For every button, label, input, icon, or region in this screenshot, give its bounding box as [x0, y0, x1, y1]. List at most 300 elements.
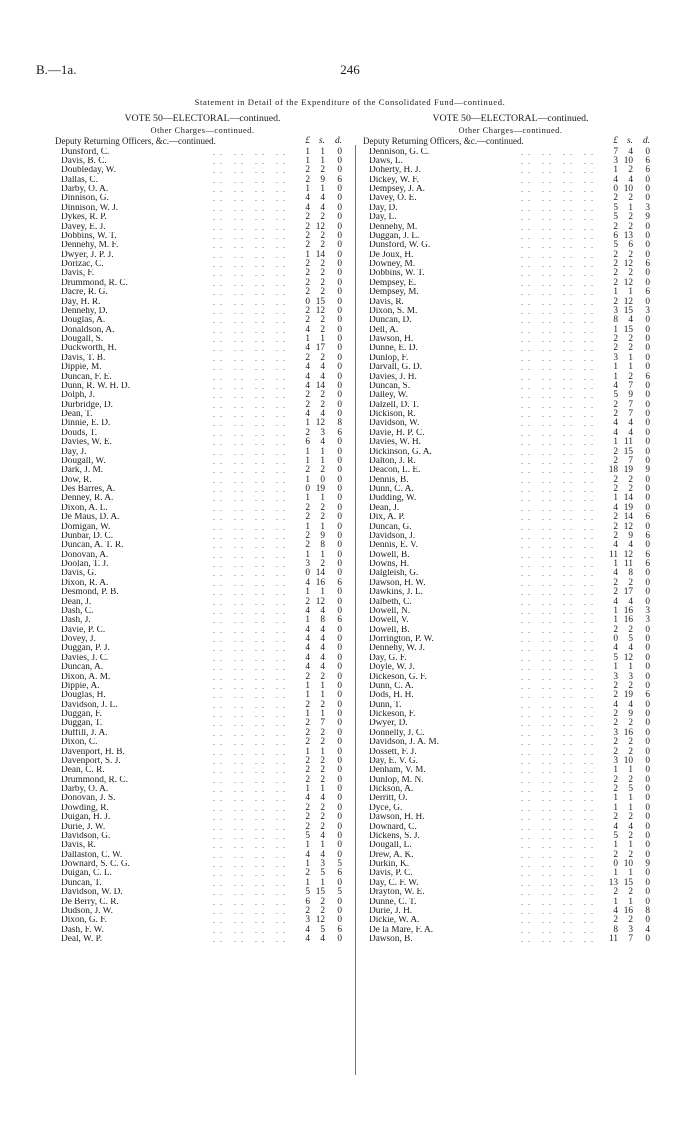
- officer-name: Duncan, S.: [369, 381, 411, 391]
- leader-dots: .. .. .. ..: [521, 269, 598, 279]
- pounds-value: 1: [305, 146, 310, 157]
- pence-value: 0: [645, 455, 650, 466]
- pounds-value: 4: [305, 193, 310, 204]
- officer-name: Deacon, L. E.: [369, 466, 421, 476]
- officer-name: Duggan, F.: [61, 710, 102, 720]
- leader-dots: .. .. .. ..: [521, 635, 598, 645]
- pence-value: 0: [337, 202, 342, 213]
- leader-dots: .. .. .. ..: [521, 288, 598, 298]
- officer-name: Derritt, O.: [369, 794, 408, 804]
- officer-name: Downs, H.: [369, 560, 410, 570]
- shillings-value: 1: [320, 709, 325, 720]
- shillings-value: 2: [320, 727, 325, 738]
- officer-name: Dennehy, M.: [369, 222, 418, 232]
- pounds-value: 1: [613, 615, 618, 626]
- leader-dots: .. .. .. ..: [521, 803, 598, 813]
- pounds-value: 1: [305, 746, 310, 757]
- shillings-value: 2: [320, 230, 325, 241]
- leader-dots: .. .. .. ..: [521, 935, 598, 945]
- pounds-value: 2: [613, 774, 618, 785]
- leader-dots: .. .. .. ..: [521, 869, 598, 879]
- officer-name: Dean, J.: [61, 597, 92, 607]
- officer-name: Dawson, H.: [369, 335, 414, 345]
- shillings-value: 2: [320, 821, 325, 832]
- pence-value: 0: [645, 240, 650, 251]
- officer-name: Dallaston, C. W.: [61, 850, 123, 860]
- pounds-value: 1: [305, 877, 310, 888]
- pounds-value: 1: [613, 605, 618, 616]
- leader-dots: .. .. .. ..: [213, 156, 290, 166]
- officer-name: Dixon, S. M.: [369, 306, 418, 316]
- pence-value: 6: [645, 259, 650, 270]
- pence-value: 0: [645, 849, 650, 860]
- leader-dots: .. .. .. ..: [521, 672, 598, 682]
- pence-value: 0: [337, 287, 342, 298]
- pence-value: 0: [337, 793, 342, 804]
- shillings-value: 4: [320, 849, 325, 860]
- pounds-value: 1: [613, 765, 618, 776]
- pounds-value: 2: [305, 727, 310, 738]
- pounds-value: 4: [305, 924, 310, 935]
- pounds-value: 2: [613, 849, 618, 860]
- pounds-value: 3: [305, 559, 310, 570]
- officer-name: Davey, O. E.: [369, 194, 417, 204]
- pounds-value: 3: [613, 671, 618, 682]
- officer-name: Duigan, H. J.: [61, 813, 111, 823]
- shillings-value: 2: [320, 896, 325, 907]
- officer-name: Day, G. F.: [369, 653, 407, 663]
- officer-name: Day, J.: [61, 447, 87, 457]
- table-row: [363, 935, 658, 944]
- pence-value: 0: [337, 830, 342, 841]
- pence-value: 0: [337, 624, 342, 635]
- pounds-value: 2: [613, 334, 618, 345]
- officer-name: Dalbeth, C.: [369, 597, 412, 607]
- page-number: 246: [340, 62, 360, 77]
- shillings-value: 4: [628, 418, 633, 429]
- shillings-value: 2: [628, 212, 633, 223]
- officer-name: Doubleday, W.: [61, 166, 116, 176]
- shillings-value: 2: [628, 268, 633, 279]
- pence-value: 0: [337, 399, 342, 410]
- pence-value: 6: [645, 530, 650, 541]
- pounds-label: £: [305, 136, 310, 146]
- pence-value: 0: [337, 812, 342, 823]
- officer-name: Dalton, J. R.: [369, 456, 416, 466]
- officer-name: Dean, T.: [61, 410, 93, 420]
- leader-dots: .. .. .. ..: [521, 616, 598, 626]
- pence-value: 0: [337, 680, 342, 691]
- officer-name: Dow, R.: [61, 475, 92, 485]
- officer-name: Day, L.: [369, 213, 397, 223]
- shillings-value: 2: [320, 352, 325, 363]
- pounds-value: 2: [613, 624, 618, 635]
- leader-dots: .. .. .. ..: [521, 222, 598, 232]
- officer-name: Darby, O. A.: [61, 785, 109, 795]
- leader-dots: .. .. .. ..: [213, 438, 290, 448]
- pence-value: 6: [337, 615, 342, 626]
- pence-value: 0: [645, 418, 650, 429]
- officer-name: Dickens, S. J.: [369, 831, 420, 841]
- pounds-value: 2: [305, 240, 310, 251]
- shillings-value: 2: [320, 812, 325, 823]
- officer-name: De Berry, C. R.: [61, 897, 119, 907]
- shillings-value: 10: [623, 859, 633, 870]
- officer-name: Dash, F. W.: [61, 925, 104, 935]
- leader-dots: .. .. .. ..: [521, 372, 598, 382]
- shillings-value: 4: [320, 437, 325, 448]
- leader-dots: .. .. .. ..: [521, 550, 598, 560]
- shillings-value: 2: [628, 812, 633, 823]
- pounds-value: 1: [613, 793, 618, 804]
- pence-value: 0: [337, 549, 342, 560]
- shillings-value: 12: [315, 221, 325, 232]
- shillings-value: 9: [628, 709, 633, 720]
- pounds-value: 2: [613, 343, 618, 354]
- officer-name: Dunbar, D. C.: [61, 531, 114, 541]
- officer-name: Dickinson, G. A.: [369, 447, 432, 457]
- shillings-value: 1: [320, 146, 325, 157]
- officer-name: Dean, C. R.: [61, 766, 105, 776]
- pence-value: 3: [645, 615, 650, 626]
- officer-name: Davidson, J. A. M.: [369, 738, 439, 748]
- officer-name: Dinnison, G.: [61, 194, 109, 204]
- pence-value: 0: [645, 484, 650, 495]
- officer-name: Davidson, J. L.: [61, 700, 118, 710]
- leader-dots: .. .. .. ..: [521, 278, 598, 288]
- leader-dots: .. .. .. ..: [521, 419, 598, 429]
- leader-dots: .. .. .. ..: [213, 447, 290, 457]
- pence-value: 5: [337, 859, 342, 870]
- pounds-value: 1: [613, 165, 618, 176]
- officer-name: Dixon, A. M.: [61, 672, 111, 682]
- shillings-value: 2: [628, 193, 633, 204]
- pence-value: 0: [337, 634, 342, 645]
- leader-dots: .. .. .. ..: [521, 400, 598, 410]
- pence-value: 0: [645, 709, 650, 720]
- officer-name: Dunne, E. D.: [369, 344, 418, 354]
- officer-name: Dougall, L.: [369, 841, 412, 851]
- pence-value: 0: [337, 502, 342, 513]
- pounds-value: 2: [305, 540, 310, 551]
- shillings-value: 2: [628, 887, 633, 898]
- leader-dots: .. .. .. ..: [521, 653, 598, 663]
- shillings-value: 17: [623, 587, 633, 598]
- leader-dots: .. .. .. ..: [213, 419, 290, 429]
- shillings-value: 14: [315, 568, 325, 579]
- leader-dots: .. .. .. ..: [213, 888, 290, 898]
- officer-name: Dickey, W. F.: [369, 175, 420, 185]
- leader-dots: .. .. .. ..: [213, 475, 290, 485]
- pence-value: 0: [337, 568, 342, 579]
- leader-dots: .. .. .. ..: [213, 606, 290, 616]
- shillings-value: 2: [628, 334, 633, 345]
- officer-name: Dougall, W.: [61, 456, 106, 466]
- shillings-value: 2: [320, 259, 325, 270]
- pounds-value: 1: [305, 474, 310, 485]
- leader-dots: .. .. .. ..: [213, 185, 290, 195]
- shillings-value: 1: [320, 455, 325, 466]
- pence-value: 0: [645, 634, 650, 645]
- pence-value: 0: [337, 559, 342, 570]
- shillings-value: 2: [320, 165, 325, 176]
- leader-dots: .. .. .. ..: [521, 925, 598, 935]
- shillings-value: 12: [623, 259, 633, 270]
- officer-name: Domigan, W.: [61, 522, 111, 532]
- pence-value: 6: [337, 868, 342, 879]
- leader-dots: .. .. .. ..: [521, 391, 598, 401]
- pence-value: 0: [337, 652, 342, 663]
- officer-name: Daws, L.: [369, 156, 403, 166]
- shillings-value: 4: [320, 202, 325, 213]
- leader-dots: .. .. .. ..: [213, 681, 290, 691]
- officer-name: Dempsey, M.: [369, 288, 419, 298]
- leader-dots: .. .. .. ..: [521, 850, 598, 860]
- shillings-value: 19: [623, 465, 633, 476]
- shillings-value: 1: [628, 765, 633, 776]
- shillings-value: 4: [628, 146, 633, 157]
- officer-name: Dunsford, C.: [61, 147, 110, 157]
- pounds-value: 4: [305, 934, 310, 945]
- pence-value: 0: [337, 512, 342, 523]
- officer-name: Duncan, G.: [369, 522, 412, 532]
- leader-dots: .. .. .. ..: [521, 738, 598, 748]
- leader-dots: .. .. .. ..: [521, 691, 598, 701]
- pounds-value: 2: [613, 268, 618, 279]
- officer-name: Davies, J. H.: [369, 372, 417, 382]
- pounds-value: 4: [613, 643, 618, 654]
- pence-value: 0: [337, 184, 342, 195]
- leader-dots: .. .. .. ..: [213, 250, 290, 260]
- leader-dots: .. .. .. ..: [213, 644, 290, 654]
- pence-value: 0: [337, 249, 342, 260]
- leader-dots: .. .. .. ..: [213, 541, 290, 551]
- pence-value: 0: [645, 896, 650, 907]
- shillings-value: 2: [320, 268, 325, 279]
- leader-dots: .. .. .. ..: [213, 719, 290, 729]
- pence-value: 3: [645, 605, 650, 616]
- shillings-value: 1: [628, 287, 633, 298]
- leader-dots: .. .. .. ..: [521, 588, 598, 598]
- leader-dots: .. .. .. ..: [521, 475, 598, 485]
- leader-dots: .. .. .. ..: [521, 494, 598, 504]
- pounds-value: 0: [305, 296, 310, 307]
- officer-name: Dennis, E. V.: [369, 541, 418, 551]
- shillings-value: 16: [623, 905, 633, 916]
- pence-value: 0: [645, 427, 650, 438]
- shillings-value: 2: [320, 399, 325, 410]
- pence-value: 0: [337, 605, 342, 616]
- shillings-value: 7: [320, 718, 325, 729]
- pounds-value: 4: [305, 202, 310, 213]
- pence-value: 0: [337, 165, 342, 176]
- leader-dots: .. .. .. ..: [521, 306, 598, 316]
- shillings-value: 1: [320, 493, 325, 504]
- shillings-value: 5: [320, 868, 325, 879]
- shillings-value: 15: [623, 305, 633, 316]
- leader-dots: .. .. .. ..: [213, 231, 290, 241]
- shillings-value: 12: [623, 652, 633, 663]
- pence-value: 0: [645, 587, 650, 598]
- pence-value: 0: [645, 755, 650, 766]
- pounds-value: 4: [613, 418, 618, 429]
- shillings-value: 1: [320, 184, 325, 195]
- pounds-value: 2: [305, 315, 310, 326]
- leader-dots: .. .. .. ..: [213, 756, 290, 766]
- pence-value: 0: [645, 699, 650, 710]
- shillings-value: 2: [320, 737, 325, 748]
- leader-dots: .. .. .. ..: [521, 644, 598, 654]
- leader-dots: .. .. .. ..: [213, 325, 290, 335]
- pence-value: 0: [645, 362, 650, 373]
- pence-value: 0: [337, 530, 342, 541]
- pounds-value: 4: [613, 502, 618, 513]
- pounds-value: 5: [613, 652, 618, 663]
- leader-dots: .. .. .. ..: [213, 353, 290, 363]
- officer-name: Dowell, B.: [369, 550, 410, 560]
- pence-value: 0: [337, 193, 342, 204]
- pounds-value: 1: [305, 446, 310, 457]
- officer-name: Dwyer, J. P. J.: [61, 250, 114, 260]
- leader-dots: .. .. .. ..: [521, 503, 598, 513]
- pence-value: 0: [645, 774, 650, 785]
- leader-dots: .. .. .. ..: [521, 597, 598, 607]
- pounds-value: 2: [305, 774, 310, 785]
- pounds-value: 11: [609, 934, 618, 945]
- pence-value: 6: [645, 155, 650, 166]
- officer-name: Davie, H. P. C.: [369, 428, 425, 438]
- leader-dots: .. .. .. ..: [213, 925, 290, 935]
- pounds-value: 1: [305, 709, 310, 720]
- shillings-value: 3: [628, 671, 633, 682]
- shillings-value: 9: [628, 530, 633, 541]
- shillings-value: 2: [320, 671, 325, 682]
- pounds-value: 2: [305, 821, 310, 832]
- leader-dots: .. .. .. ..: [521, 231, 598, 241]
- officer-name: Dowell, N.: [369, 606, 411, 616]
- pence-value: 0: [337, 540, 342, 551]
- pence-value: 6: [645, 559, 650, 570]
- pence-value: 3: [645, 202, 650, 213]
- officer-name: Duncan, A.: [61, 663, 104, 673]
- leader-dots: .. .. .. ..: [521, 410, 598, 420]
- vote-heading: VOTE 50—ELECTORAL—continued.: [432, 113, 589, 124]
- leader-dots: .. .. .. ..: [213, 700, 290, 710]
- pence-value: 0: [337, 905, 342, 916]
- shillings-value: 16: [315, 577, 325, 588]
- officer-name: Davey, E. J.: [61, 222, 106, 232]
- officer-name: Dunn, C. A.: [369, 681, 414, 691]
- pence-value: 0: [337, 409, 342, 420]
- officer-name: Day, D.: [369, 203, 398, 213]
- officer-name: Durbridge, D.: [61, 400, 113, 410]
- leader-dots: .. .. .. ..: [213, 485, 290, 495]
- pounds-value: 1: [305, 859, 310, 870]
- pounds-value: 2: [613, 221, 618, 232]
- shillings-value: 8: [628, 568, 633, 579]
- pounds-value: 1: [305, 615, 310, 626]
- leader-dots: .. .. .. ..: [521, 541, 598, 551]
- pounds-value: 1: [305, 521, 310, 532]
- shillings-value: 12: [315, 915, 325, 926]
- pounds-value: 2: [305, 221, 310, 232]
- shillings-value: 2: [320, 512, 325, 523]
- pounds-value: 2: [613, 746, 618, 757]
- leader-dots: .. .. .. ..: [213, 625, 290, 635]
- leader-dots: .. .. .. ..: [213, 522, 290, 532]
- shillings-value: 2: [628, 484, 633, 495]
- shillings-value: 4: [628, 315, 633, 326]
- pounds-value: 2: [613, 784, 618, 795]
- pounds-value: 2: [305, 596, 310, 607]
- shillings-value: 2: [320, 802, 325, 813]
- leader-dots: .. .. .. ..: [521, 831, 598, 841]
- shillings-value: 4: [320, 605, 325, 616]
- pence-value: 0: [645, 193, 650, 204]
- pence-value: 0: [337, 802, 342, 813]
- pounds-value: 2: [305, 465, 310, 476]
- pence-value: 0: [645, 296, 650, 307]
- shillings-value: 4: [320, 793, 325, 804]
- leader-dots: .. .. .. ..: [213, 710, 290, 720]
- pounds-value: 0: [613, 634, 618, 645]
- pence-value: 0: [337, 259, 342, 270]
- pounds-value: 4: [305, 324, 310, 335]
- officer-name: Dempsey, E.: [369, 278, 417, 288]
- pounds-value: 2: [613, 521, 618, 532]
- shillings-value: 1: [628, 202, 633, 213]
- officer-name: Dwyer, D.: [369, 719, 408, 729]
- officer-name: Dickeson, G. F.: [369, 672, 427, 682]
- officer-name: Duncan, T.: [61, 878, 102, 888]
- shillings-value: 16: [623, 605, 633, 616]
- shillings-value: 2: [320, 465, 325, 476]
- officer-name: Doyle, W. J.: [369, 663, 415, 673]
- shillings-value: 0: [320, 474, 325, 485]
- shillings-value: 12: [315, 418, 325, 429]
- shillings-value: 1: [320, 840, 325, 851]
- pence-value: 0: [337, 146, 342, 157]
- pence-value: 0: [645, 737, 650, 748]
- pounds-value: 4: [305, 605, 310, 616]
- pounds-value: 2: [613, 915, 618, 926]
- officer-name: Dixon, R. A.: [61, 578, 109, 588]
- pence-value: 0: [337, 155, 342, 166]
- officer-name: Deal, W. P.: [61, 935, 103, 945]
- shillings-value: 7: [628, 399, 633, 410]
- pounds-value: 4: [305, 793, 310, 804]
- pounds-value: 2: [305, 399, 310, 410]
- officer-name: Dods, H. H.: [369, 691, 414, 701]
- pounds-value: 2: [613, 709, 618, 720]
- pence-value: 0: [337, 362, 342, 373]
- pounds-value: 5: [613, 390, 618, 401]
- pounds-value: 6: [305, 896, 310, 907]
- pounds-value: 4: [305, 662, 310, 673]
- officer-name: Donovan, J. S.: [61, 794, 116, 804]
- officer-name: Drew, A. K.: [369, 850, 414, 860]
- pence-value: 0: [337, 277, 342, 288]
- leader-dots: .. .. .. ..: [213, 297, 290, 307]
- leader-dots: .. .. .. ..: [213, 766, 290, 776]
- pence-value: 0: [645, 446, 650, 457]
- pence-value: 0: [645, 146, 650, 157]
- officer-name: Dossett, F. J.: [369, 747, 417, 757]
- officer-name: Dennehy, D.: [61, 306, 108, 316]
- officer-name: Donovan, A.: [61, 550, 109, 560]
- officer-name: Des Barres, A.: [61, 485, 116, 495]
- pence-value: 0: [337, 774, 342, 785]
